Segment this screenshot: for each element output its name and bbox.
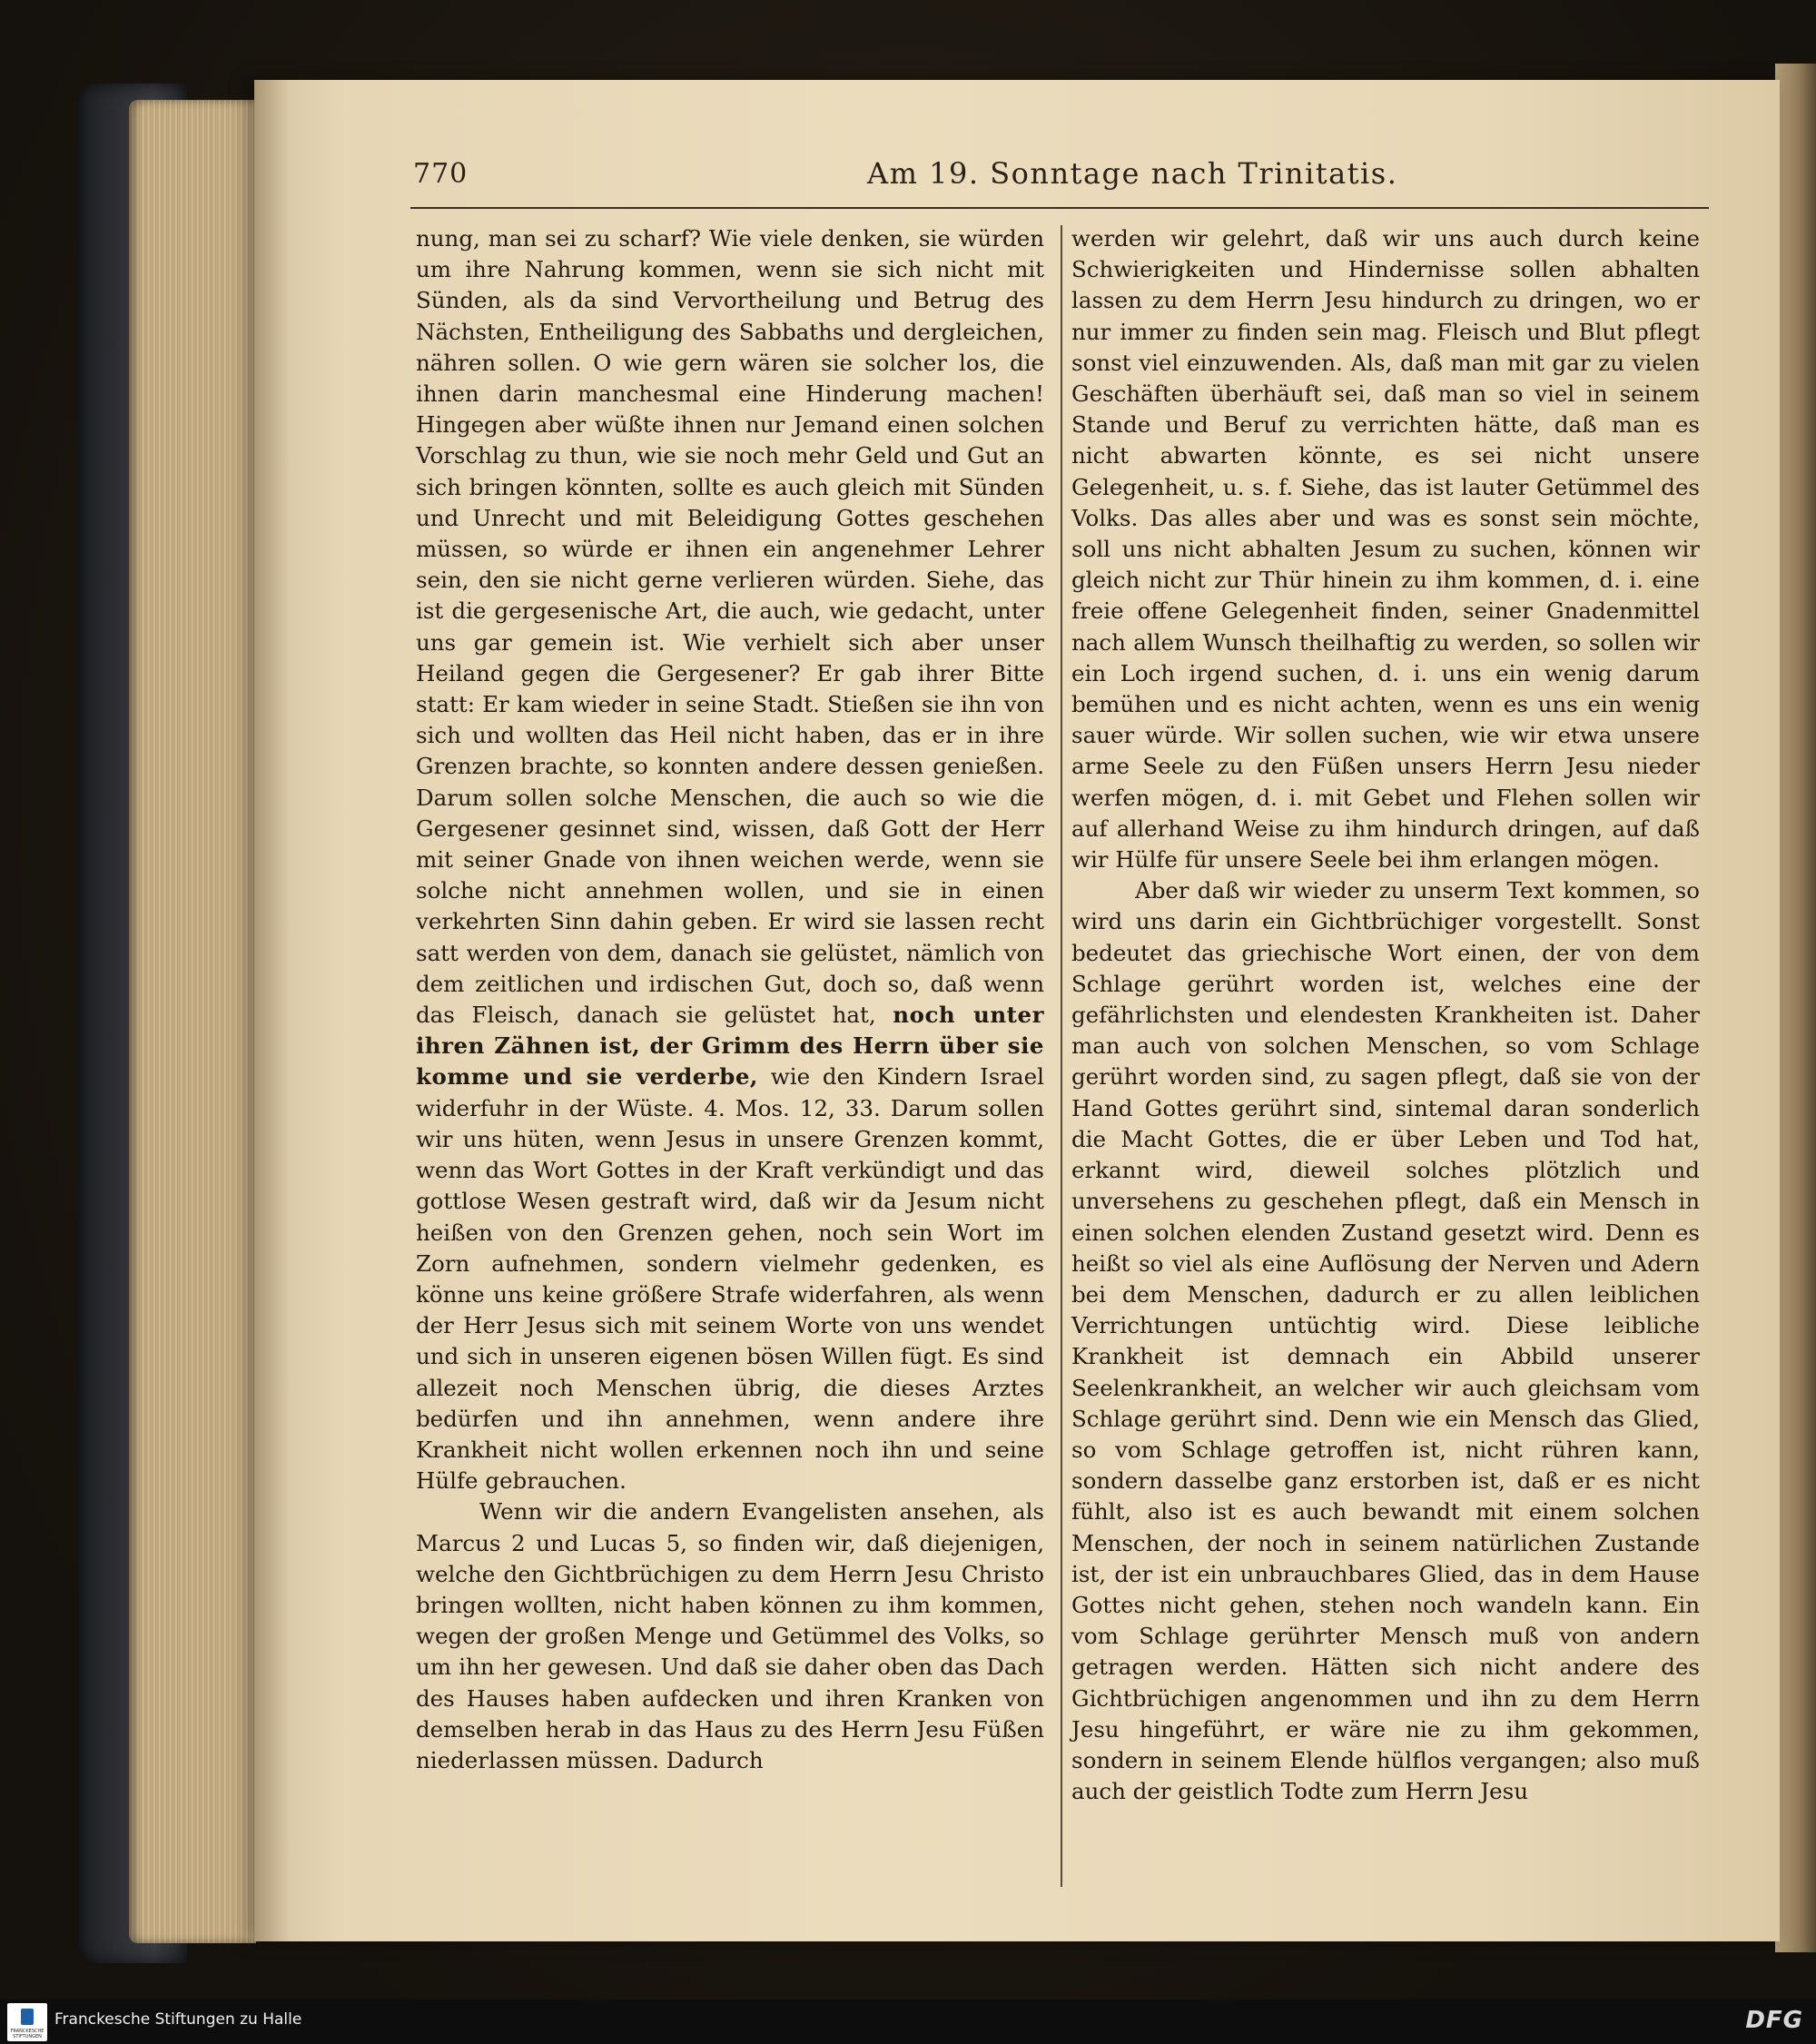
logo-mark-icon xyxy=(21,2009,34,2025)
column-divider xyxy=(1061,225,1062,1887)
emphasis-bold: noch unter ihren Zähnen ist, der Grimm des Herrn über sie komme und sie verderbe, xyxy=(416,1002,1044,1091)
logo-caption: FRANCKESCHE STIFTUNGEN xyxy=(10,2029,44,2039)
paragraph xyxy=(416,223,1044,1496)
next-page-edge xyxy=(1775,64,1816,1952)
paragraph: Wenn wir die andern Evangelisten ansehen, als Marcus 2 und Lucas 5, so finden wir, daß diejenigen, welche den Gichtbrüchigen zu dem Herrn Jesu Christo bringen wollten, nicht haben können zu ihm kommen, wegen der großen Menge und Getümmel des Volks, so um ihn her gewesen. Und daß sie daher oben das Dach des Hauses haben aufdecken und ihren Kranken von demselben herab in das Haus zu des Herrn Jesu Füßen niederlassen müssen. Dadurch xyxy=(416,1498,1044,1773)
paragraph: Aber daß wir wieder zu unserm Text kommen, so wird uns darin ein Gichtbrüchiger vorgestellt. Sonst bedeutet das griechische Wort einen, der von dem Schlage gerührt worden ist, welches eine der gefährlichsten und elendesten Krankheiten ist. Daher man auch von solchen Menschen, so vom Schlage gerührt worden sind, zu sagen pflegt, daß sie von der Hand Gottes gerührt sind, sintemal daran sonderlich die Macht Gottes, die er über Leben und Tod hat, erkannt wird, dieweil solches plötzlich und unversehens zu geschehen pflegt, daß ein Mensch in einen solchen elenden Zustand gesetzt wird. Denn es heißt so viel als eine Auflösung der Nerven und Adern bei dem Menschen, dadurch er zu allen leiblichen Verrichtungen untüchtig wird. Diese leibliche Krankheit ist demnach ein Abbild unserer Seelenkrankheit, an welcher wir auch gleichsam vom Schlage gerührt sind. Denn wie ein Mensch das Glied, so vom Schlage getroffen ist, nicht rühren kann, sondern dasselbe ganz erstorben ist, daß er es nicht fühlt, also ist es auch bewandt mit einem solchen Menschen, der noch in seinem natürlichen Zustande ist, der ist ein unbrauchbares Glied, das in dem Hause Gottes nicht gehen, stehen noch wandeln kann. Ein vom Schlage gerührter Mensch muß von andern getragen werden. Hätten sich nicht andere des Gichtbrüchigen angenommen und ihn zu dem Herrn Jesu hingeführt, er wäre nie zu ihm gekommen, sondern in seinem Elende hülflos vergangen; also muß auch der geistlich Todte zum Herrn Jesu xyxy=(1071,877,1700,1805)
page-number: 770 xyxy=(413,158,469,190)
header-rule xyxy=(410,207,1709,209)
text-column-right xyxy=(1071,223,1700,1807)
text-column-left xyxy=(416,223,1044,1776)
institution-logo[interactable] xyxy=(7,2003,47,2041)
book-page xyxy=(254,80,1780,1941)
paragraph: werden wir gelehrt, daß wir uns auch durch keine Schwierigkeiten und Hindernisse sollen abhalten lassen zu dem Herrn Jesu hindurch zu dringen, wo er nur immer zu finden sein mag. Fleisch und Blut pflegt sonst viel einzuwenden. Als, daß man mit gar zu vielen Geschäften überhäuft sei, daß man so viel in seinem Stande und Beruf zu verrichten hätte, daß man es nicht abwarten könnte, es sei nicht unsere Gelegenheit, u. s. f. Siehe, das ist lauter Getümmel des Volks. Das alles aber und was es sonst sein möchte, soll uns nicht abhalten Jesum zu suchen, können wir gleich nicht zur Thür hinein zu ihm kommen, d. i. eine freie offene Gelegenheit finden, seiner Gnadenmittel nach allem Wunsch theilhaftig zu werden, so sollen wir ein Loch irgend suchen, d. i. uns ein wenig darum bemühen und es nicht achten, wenn es uns ein wenig sauer würde. Wir sollen suchen, wie wir etwa unsere arme Seele zu den Füßen unsers Herrn Jesu nieder werfen mögen, d. i. mit Gebet und Flehen sollen wir auf allerhand Weise zu ihm hindurch dringen, auf daß wir Hülfe für unsere Seele bei ihm erlangen mögen. xyxy=(1071,225,1700,874)
running-title: Am 19. Sonntage nach Trinitatis. xyxy=(867,156,1398,191)
gutter-shadow xyxy=(254,80,291,1941)
running-head xyxy=(413,158,1816,212)
dfg-badge[interactable]: DFG xyxy=(1745,2007,1803,2034)
institution-name[interactable]: Franckesche Stiftungen zu Halle xyxy=(54,2010,302,2029)
text-run: wie den Kindern Israel widerfuhr in der Wüste. 4. Mos. 12, 33. Darum sollen wir uns hüten, wenn Jesus in unsere Grenzen kommt, wenn das Wort Gottes in der Kraft verkündigt und das gottlose Wesen gestraft wird, daß wir da Jesum nicht heißen von den Grenzen gehen, noch sein Wort im Zorn aufnehmen, sondern vielmehr gedenken, es könne uns keine größere Strafe widerfahren, als wenn der Herr Jesus sich mit seinem Worte von uns wendet und sich in unseren eigenen bösen Willen fügt. Es sind allezeit noch Menschen übrig, die dieses Arztes bedürfen und ihn annehmen, wenn andere ihre Krankheit nicht wollen erkennen noch ihn und seine Hülfe gebrauchen. xyxy=(416,1063,1044,1495)
viewer-footer xyxy=(0,2000,1816,2044)
page-edges xyxy=(129,100,256,1943)
text-run: nung, man sei zu scharf? Wie viele denken, sie würden um ihre Nahrung kommen, wenn sie sich nicht mit Sünden, als da sind Vervortheilung und Betrug des Nächsten, Entheiligung des Sabbaths und dergleichen, nähren sollen. O wie gern wären sie solcher los, die ihnen darin manchesmal eine Hinderung machen! Hingegen aber wüßte ihnen nur Jemand einen solchen Vorschlag zu thun, wie sie noch mehr Geld und Gut an sich bringen könnten, sollte es auch gleich mit Sünden und Unrecht und mit Beleidigung Gottes geschehen müssen, so würde er ihnen ein angenehmer Lehrer sein, den sie nicht gerne verlieren würden. Siehe, das ist die gergesenische Art, die auch, wie gedacht, unter uns gar gemein ist. Wie verhielt sich aber unser Heiland gegen die Gergesener? Er gab ihrer Bitte statt: Er kam wieder in seine Stadt. Stießen sie ihn von sich und wollten das Heil nicht haben, das er in ihre Grenzen brachte, so konnten andere dessen genießen. Darum sollen solche Menschen, die auch so wie die Gergesener gesinnet sind, wissen, daß Gott der Herr mit seiner Gnade von ihnen weichen werde, wenn sie solche nicht annehmen wollen, und sie in einen verkehrten Sinn dahin geben. Er wird sie lassen recht satt werden von dem, danach sie gelüstet, nämlich von dem zeitlichen und irdischen Gut, doch so, daß wenn das Fleisch, danach sie gelüstet hat, xyxy=(416,225,1044,1029)
